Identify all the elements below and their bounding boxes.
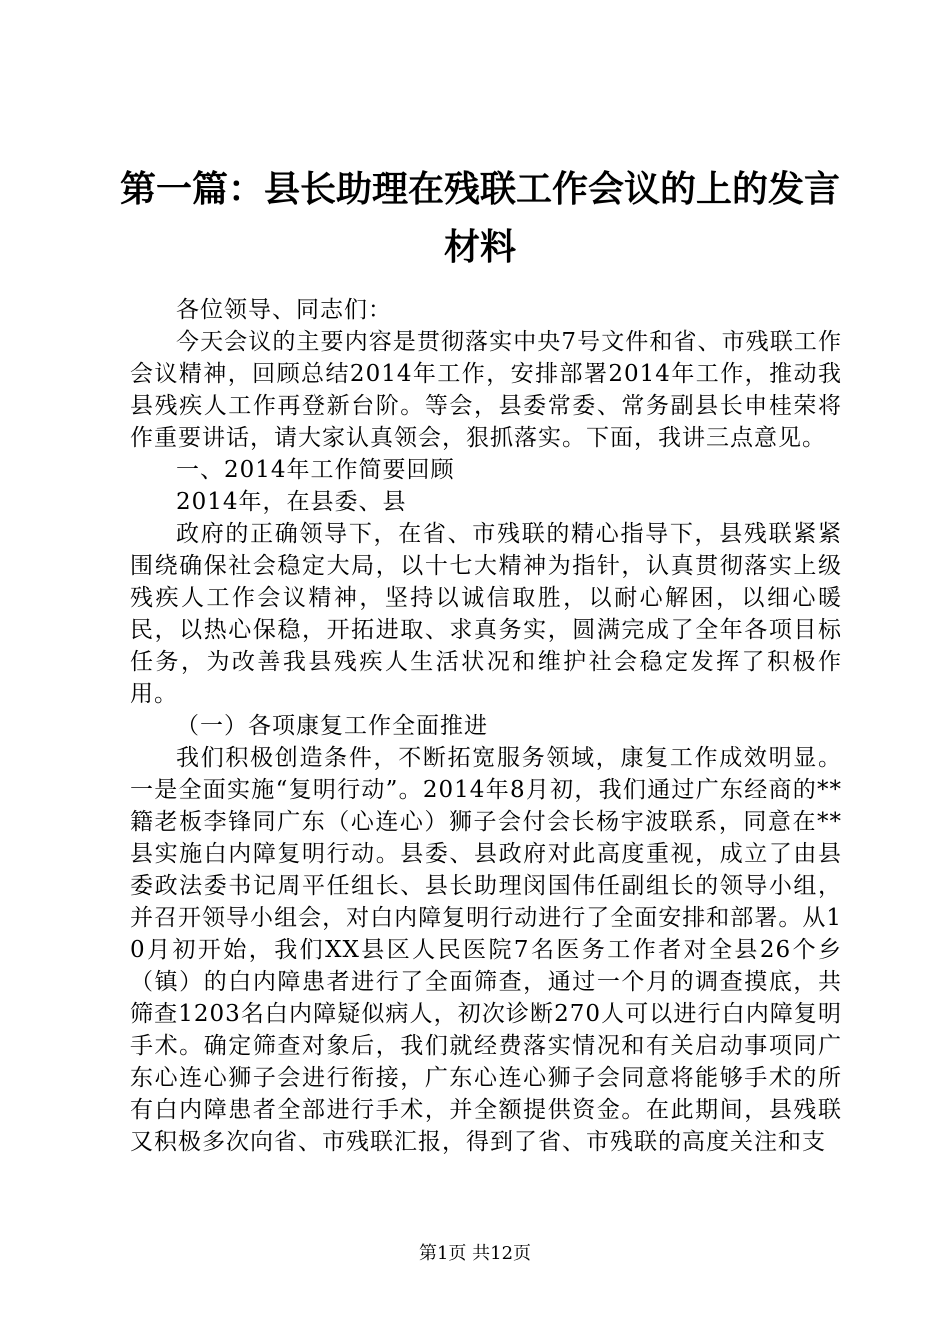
salutation: 各位领导、同志们： (176, 297, 392, 323)
subsection-heading-1: （一）各项康复工作全面推进 (176, 713, 488, 739)
document-body (130, 294, 842, 1158)
paragraph: 2014年，在县委、县 (176, 489, 407, 515)
title-line-2: 材料 (443, 226, 516, 268)
section-heading-1: 一、2014年工作简要回顾 (176, 457, 455, 483)
paragraph: 我们积极创造条件，不断拓宽服务领域，康复工作成效明显。一是全面实施“复明行动”。2014年8月初，我们通过广东经商的**籍老板李锋同广东（心连心）狮子会付会长杨宇波联系，同意在**县实施白内障复明行动。县委、县政府对此高度重视，成立了由县委政法委书记周平任组长、县长助理闵国伟任副组长的领导小组，并召开领导小组会，对白内障复明行动进行了全面安排和部署。从10月初开始，我们XX县区人民医院7名医务工作者对全县26个乡（镇）的白内障患者进行了全面筛查，通过一个月的调查摸底，共筛查1203名白内障疑似病人，初次诊断270人可以进行白内障复明手术。确定筛查对象后，我们就经费落实情况和有关启动事项同广东心连心狮子会进行衔接，广东心连心狮子会同意将能够手术的所有白内障患者全部进行手术，并全额提供资金。在此期间，县残联又积极多次向省、市残联汇报，得到了省、市残联的高度关注和支 (130, 745, 842, 1155)
page-footer: 第1页 共12页 (418, 1243, 532, 1264)
title-line-1: 第一篇：县长助理在残联工作会议的上的发言 (120, 168, 841, 210)
paragraph: 政府的正确领导下，在省、市残联的精心指导下，县残联紧紧围绕确保社会稳定大局，以十七大精神为指针，认真贯彻落实上级残疾人工作会议精神，坚持以诚信取胜，以耐心解困，以细心暖民，以热心保稳，开拓进取、求真务实，圆满完成了全年各项目标任务，为改善我县残疾人生活状况和维护社会稳定发挥了积极作用。 (130, 521, 842, 707)
document-title (120, 160, 840, 276)
paragraph: 今天会议的主要内容是贯彻落实中央7号文件和省、市残联工作会议精神，回顾总结2014年工作，安排部署2014年工作，推动我县残疾人工作再登新台阶。等会，县委常委、常务副县长申桂荣将作重要讲话，请大家认真领会，狠抓落实。下面，我讲三点意见。 (130, 329, 842, 451)
